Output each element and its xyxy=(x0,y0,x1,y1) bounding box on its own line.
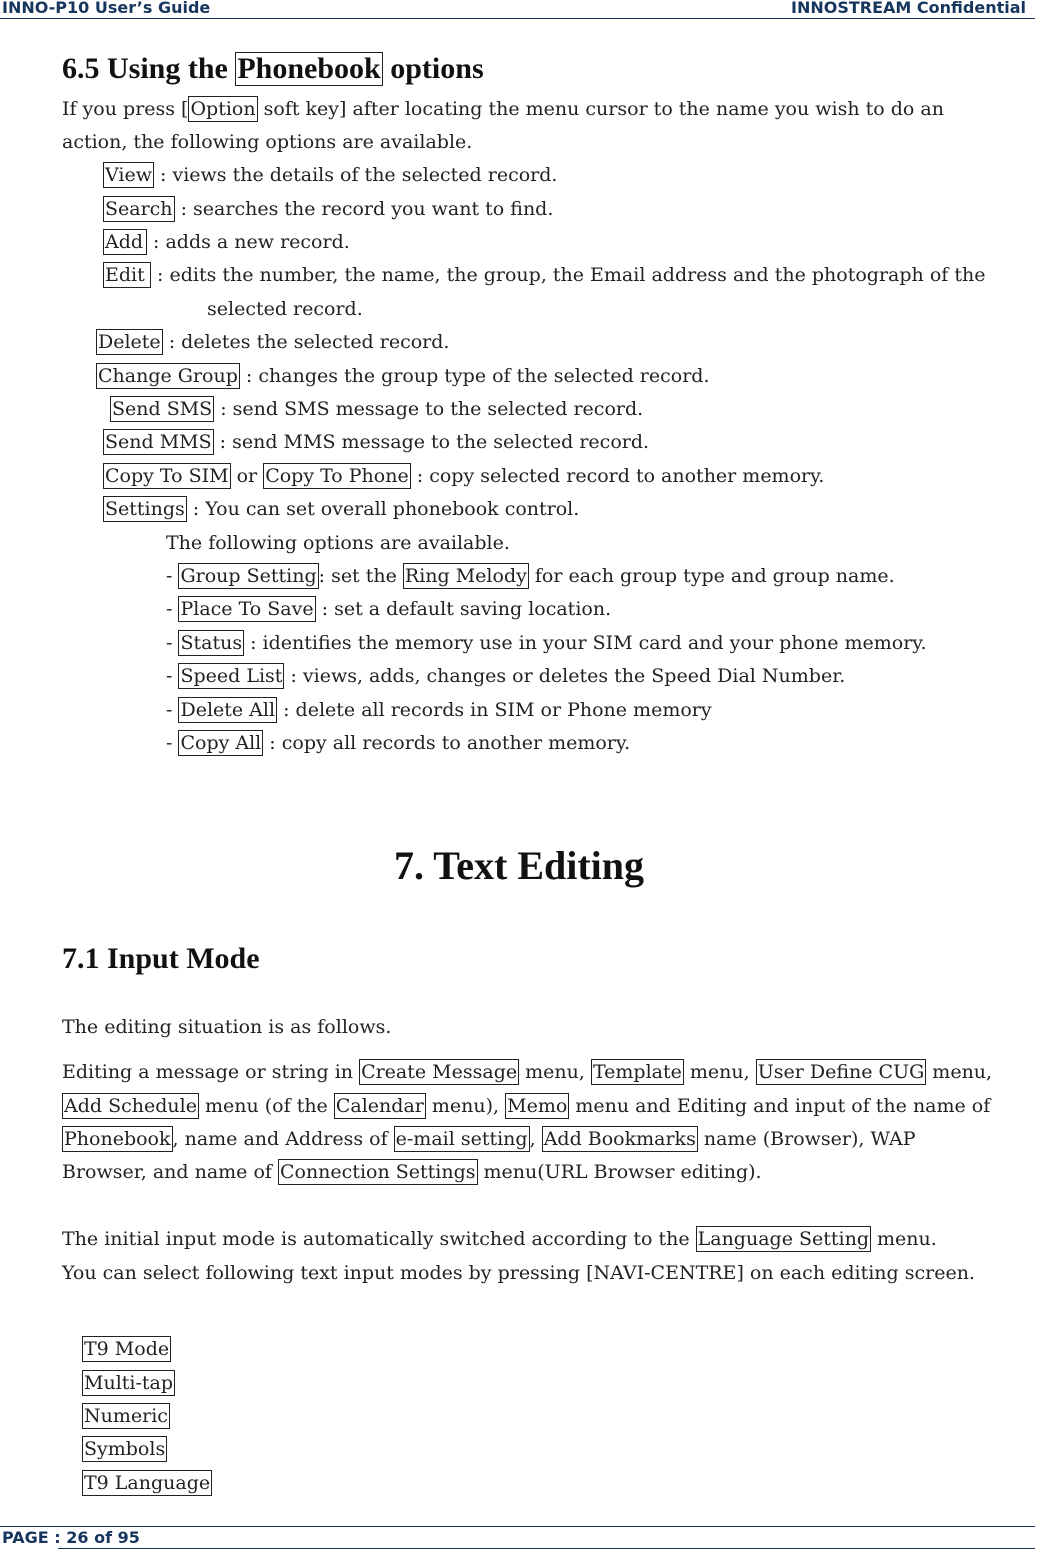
edit-boxed-term: Edit xyxy=(103,262,151,288)
group-setting-boxed-term: Group Setting xyxy=(180,565,317,587)
option-search: Search : searches the record you want to find. xyxy=(105,198,554,220)
sub-copy-all: - Copy All : copy all records to another memory. xyxy=(166,732,631,754)
option-view: View : views the details of the selected record. xyxy=(105,164,558,186)
chapter-7-heading: 7. Text Editing xyxy=(393,843,645,888)
editing-paragraph-line-1: Editing a message or string in Create Message menu, Template menu, User Define CUG menu, xyxy=(62,1061,993,1083)
memo-boxed-term: Memo xyxy=(507,1095,568,1117)
header-rule xyxy=(0,18,1035,19)
place-to-save-boxed-term: Place To Save xyxy=(180,598,314,620)
connection-settings-boxed-term: Connection Settings xyxy=(279,1161,476,1183)
mode-numeric: Numeric xyxy=(84,1405,168,1427)
paragraph-initial-input-mode: The initial input mode is automatically switched according to the Language Setting menu. xyxy=(62,1228,937,1250)
header-right: INNOSTREAM Confidential xyxy=(791,0,1026,17)
option-add: Add : adds a new record. xyxy=(105,231,350,253)
sub-place-to-save: - Place To Save : set a default saving location. xyxy=(166,598,612,620)
delete-all-boxed-term: Delete All xyxy=(180,699,276,721)
mode-symbols: Symbols xyxy=(84,1438,166,1460)
mode-t9: T9 Mode xyxy=(84,1338,170,1360)
sub-group-setting: - Group Setting : set the Ring Melody for each group type and group name. xyxy=(166,565,895,587)
add-bookmarks-boxed-term: Add Bookmarks xyxy=(543,1128,696,1150)
mode-multi-tap: Multi-tap xyxy=(84,1372,174,1394)
option-delete: Delete : deletes the selected record. xyxy=(98,331,450,353)
copy-all-boxed-term: Copy All xyxy=(180,732,262,754)
section-6-5-heading: 6.5 Using the Phonebook options xyxy=(62,52,484,85)
create-message-boxed-term: Create Message xyxy=(361,1061,518,1083)
settings-intro: The following options are available. xyxy=(166,532,510,554)
add-schedule-boxed-term: Add Schedule xyxy=(64,1095,197,1117)
user-define-cug-boxed-term: User Define CUG xyxy=(757,1061,925,1083)
calendar-boxed-term: Calendar xyxy=(335,1095,424,1117)
search-boxed-term: Search xyxy=(105,198,173,220)
option-change-group: Change Group : changes the group type of the selected record. xyxy=(98,365,710,387)
template-boxed-term: Template xyxy=(592,1061,682,1083)
add-boxed-term: Add xyxy=(103,229,147,255)
footer-rule-bottom xyxy=(58,1548,1035,1549)
phonebook-boxed-term-2: Phonebook xyxy=(64,1128,171,1150)
option-settings: Settings : You can set overall phonebook control. xyxy=(105,498,580,520)
sub-status: - Status : identifies the memory use in your SIM card and your phone memory. xyxy=(166,632,927,654)
section-7-1-heading: 7.1 Input Mode xyxy=(62,942,260,975)
option-send-sms: Send SMS : send SMS message to the selected record. xyxy=(112,398,644,420)
delete-boxed-term: Delete xyxy=(98,331,161,353)
option-boxed-term: Option xyxy=(190,98,256,120)
send-mms-boxed-term: Send MMS xyxy=(105,431,212,453)
settings-boxed-term: Settings xyxy=(105,498,185,520)
navi-centre-term: NAVI-CENTRE xyxy=(593,1262,737,1284)
ring-melody-boxed-term: Ring Melody xyxy=(404,565,527,587)
view-boxed-term: View xyxy=(105,164,152,186)
intro-line-2: action, the following options are available. xyxy=(62,131,473,153)
send-sms-boxed-term: Send SMS xyxy=(112,398,213,420)
option-edit-continuation: selected record. xyxy=(207,298,363,320)
language-setting-boxed-term: Language Setting xyxy=(697,1228,869,1250)
intro-line-1: If you press [ Option soft key] after locating the menu cursor to the name you wish to do an xyxy=(62,98,944,120)
editing-paragraph-line-3: Phonebook , name and Address of e-mail setting , Add Bookmarks name (Browser), WAP xyxy=(64,1128,916,1150)
status-boxed-term: Status xyxy=(180,632,243,654)
header-left: INNO-P10 User’s Guide xyxy=(2,0,211,17)
sub-delete-all: - Delete All : delete all records in SIM or Phone memory xyxy=(166,699,712,721)
change-group-boxed-term: Change Group xyxy=(98,365,238,387)
option-send-mms: Send MMS : send MMS message to the selected record. xyxy=(105,431,650,453)
page-number: PAGE : 26 of 95 xyxy=(2,1528,140,1547)
copy-to-sim-boxed-term: Copy To SIM xyxy=(105,465,229,487)
sub-speed-list: - Speed List : views, adds, changes or deletes the Speed Dial Number. xyxy=(166,665,846,687)
phonebook-boxed-term: Phonebook xyxy=(237,52,381,85)
e-mail-setting-boxed-term: e-mail setting xyxy=(395,1128,528,1150)
paragraph-select-modes: You can select following text input modes by pressing [NAVI-CENTRE] on each editing screen. xyxy=(62,1262,975,1284)
paragraph-editing-situation: The editing situation is as follows. xyxy=(62,1016,392,1038)
option-edit: Edit : edits the number, the name, the group, the Email address and the photograph of the xyxy=(105,264,986,286)
editing-paragraph-line-4: Browser, and name of Connection Settings menu(URL Browser editing). xyxy=(62,1161,762,1183)
editing-paragraph-line-2: Add Schedule menu (of the Calendar menu), Memo menu and Editing and input of the name of xyxy=(64,1095,991,1117)
copy-to-phone-boxed-term: Copy To Phone xyxy=(265,465,409,487)
speed-list-boxed-term: Speed List xyxy=(180,665,283,687)
option-copy: Copy To SIM or Copy To Phone : copy selected record to another memory. xyxy=(105,465,825,487)
footer-rule-top xyxy=(0,1526,1035,1527)
mode-t9-language: T9 Language xyxy=(84,1472,211,1494)
